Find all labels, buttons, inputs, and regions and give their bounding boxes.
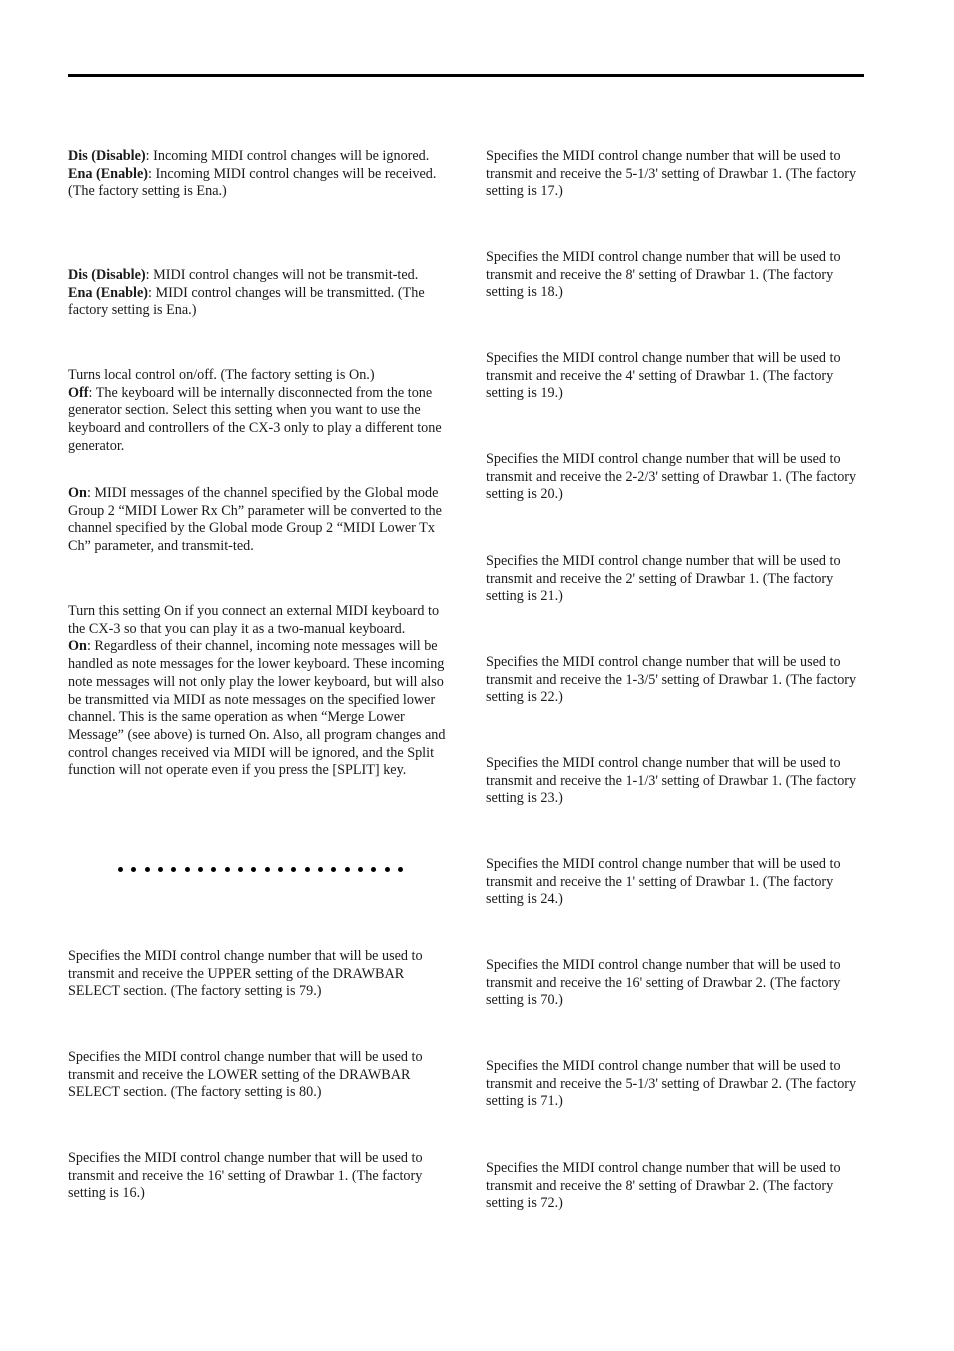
option-text: : MIDI control changes will not be transmit-ted. xyxy=(145,267,419,283)
option-term: On xyxy=(68,485,87,501)
separator-dot xyxy=(278,867,283,872)
drawbar1-16-description xyxy=(68,1150,448,1203)
separator-dot xyxy=(318,867,323,872)
drawbar1-1-3-5-description xyxy=(486,654,866,707)
separator-dot xyxy=(305,867,310,872)
paragraph-text: Specifies the MIDI control change number that will be used to transmit and receive the LOWER setting of the DRAWBAR SELECT section. (The factory setting is 80.) xyxy=(68,1049,423,1101)
separator-dot xyxy=(331,867,336,872)
separator-dot xyxy=(291,867,296,872)
drawbar1-5-1-3-description xyxy=(486,148,866,201)
drawbar2-16-description xyxy=(486,957,866,1010)
paragraph-text: Specifies the MIDI control change number that will be used to transmit and receive the 5-1/3' setting of Drawbar 2. (The factory setting is 71.) xyxy=(486,1058,857,1110)
paragraph-text: Specifies the MIDI control change number that will be used to transmit and receive the 16' setting of Drawbar 1. (The factory setting is 16.) xyxy=(68,1150,423,1202)
drawbar1-4-description xyxy=(486,350,866,403)
separator-dot xyxy=(131,867,136,872)
separator-dot xyxy=(118,867,123,872)
separator-dot xyxy=(251,867,256,872)
paragraph-text: Specifies the MIDI control change number that will be used to transmit and receive the 1' setting of Drawbar 1. (The factory setting is 24.) xyxy=(486,856,841,908)
external-keyboard-description xyxy=(68,603,448,780)
separator-dot xyxy=(171,867,176,872)
header-rule xyxy=(68,74,864,77)
separator-dot xyxy=(238,867,243,872)
control-change-receive-description xyxy=(68,148,448,201)
paragraph-text: Specifies the MIDI control change number that will be used to transmit and receive the UPPER setting of the DRAWBAR SELECT section. (The factory setting is 79.) xyxy=(68,948,423,1000)
paragraph-text: Specifies the MIDI control change number that will be used to transmit and receive the 2' setting of Drawbar 1. (The factory setting is 21.) xyxy=(486,553,841,605)
paragraph-text: Turn this setting On if you connect an external MIDI keyboard to the CX-3 so that you can play it as a two-manual keyboard. xyxy=(68,603,440,637)
drawbar1-8-description xyxy=(486,249,866,302)
paragraph-text: Specifies the MIDI control change number that will be used to transmit and receive the 8' setting of Drawbar 2. (The factory setting is 72.) xyxy=(486,1160,841,1212)
drawbar1-1-description xyxy=(486,856,866,909)
paragraph-text: Specifies the MIDI control change number that will be used to transmit and receive the 8' setting of Drawbar 1. (The factory setting is 18.) xyxy=(486,249,841,301)
option-term: Ena (Enable) xyxy=(68,165,149,182)
option-term: Dis (Disable) xyxy=(68,267,146,283)
option-text: : Incoming MIDI control changes will be ignored. xyxy=(145,148,430,164)
separator-dot xyxy=(358,867,363,872)
drawbar1-2-2-3-description xyxy=(486,451,866,504)
separator-dot xyxy=(198,867,203,872)
control-change-transmit-description xyxy=(68,267,448,320)
drawbar1-1-1-3-description xyxy=(486,755,866,808)
section-separator-dots xyxy=(118,862,403,876)
option-text: : The keyboard will be internally disconnected from the tone generator section. Select this setting when you want to use the keyboard and controllers of the CX-3 only to play a different tone generator. xyxy=(68,384,442,454)
separator-dot xyxy=(385,867,390,872)
drawbar2-8-description xyxy=(486,1160,866,1213)
separator-dot xyxy=(225,867,230,872)
option-term: Off xyxy=(68,384,89,401)
separator-dot xyxy=(265,867,270,872)
paragraph-text: Specifies the MIDI control change number that will be used to transmit and receive the 4' setting of Drawbar 1. (The factory setting is 19.) xyxy=(486,350,841,402)
separator-dot xyxy=(345,867,350,872)
drawbar1-2-description xyxy=(486,553,866,606)
drawbar-select-lower-description xyxy=(68,1049,448,1102)
drawbar-select-upper-description xyxy=(68,948,448,1001)
separator-dot xyxy=(158,867,163,872)
paragraph-text: Turns local control on/off. (The factory setting is On.) xyxy=(68,367,375,383)
option-term: On xyxy=(68,638,87,655)
separator-dot xyxy=(145,867,150,872)
drawbar2-5-1-3-description xyxy=(486,1058,866,1111)
option-text: : MIDI messages of the channel specified by the Global mode Group 2 “MIDI Lower Rx Ch” parameter will be converted to the channel specified by the Global mode Group 2 “MIDI Lower Tx Ch” parameter, and transmit-ted. xyxy=(68,485,442,555)
local-control-description xyxy=(68,367,448,456)
separator-dot xyxy=(371,867,376,872)
paragraph-text: Specifies the MIDI control change number that will be used to transmit and receive the 1-1/3' setting of Drawbar 1. (The factory setting is 23.) xyxy=(486,755,857,807)
merge-lower-message-description xyxy=(68,485,448,556)
option-text: : Regardless of their channel, incoming note messages will be handled as note messages for the lower keyboard. These incoming note messages will not only play the lower keyboard, but will also be transmitted via MIDI as note messages on the specified lower channel. This is the same operation as when “Merge Lower Message” (see above) is turned On. Also, all program changes and control changes received via MIDI will be ignored, and the Split function will not operate even if you press the [SPLIT] key. xyxy=(68,638,446,779)
paragraph-text: Specifies the MIDI control change number that will be used to transmit and receive the 5-1/3' setting of Drawbar 1. (The factory setting is 17.) xyxy=(486,148,857,200)
paragraph-text: Specifies the MIDI control change number that will be used to transmit and receive the 1-3/5' setting of Drawbar 1. (The factory setting is 22.) xyxy=(486,654,857,706)
option-term: Ena (Enable) xyxy=(68,284,149,301)
paragraph-text: Specifies the MIDI control change number that will be used to transmit and receive the 16' setting of Drawbar 2. (The factory setting is 70.) xyxy=(486,957,841,1009)
option-term: Dis (Disable) xyxy=(68,148,146,164)
option-text: : MIDI control changes will be transmitted. (The factory setting is Ena.) xyxy=(68,284,425,319)
paragraph-text: Specifies the MIDI control change number that will be used to transmit and receive the 2-2/3' setting of Drawbar 1. (The factory setting is 20.) xyxy=(486,451,857,503)
separator-dot xyxy=(398,867,403,872)
option-text: : Incoming MIDI control changes will be received. (The factory setting is Ena.) xyxy=(68,165,437,200)
separator-dot xyxy=(211,867,216,872)
separator-dot xyxy=(185,867,190,872)
